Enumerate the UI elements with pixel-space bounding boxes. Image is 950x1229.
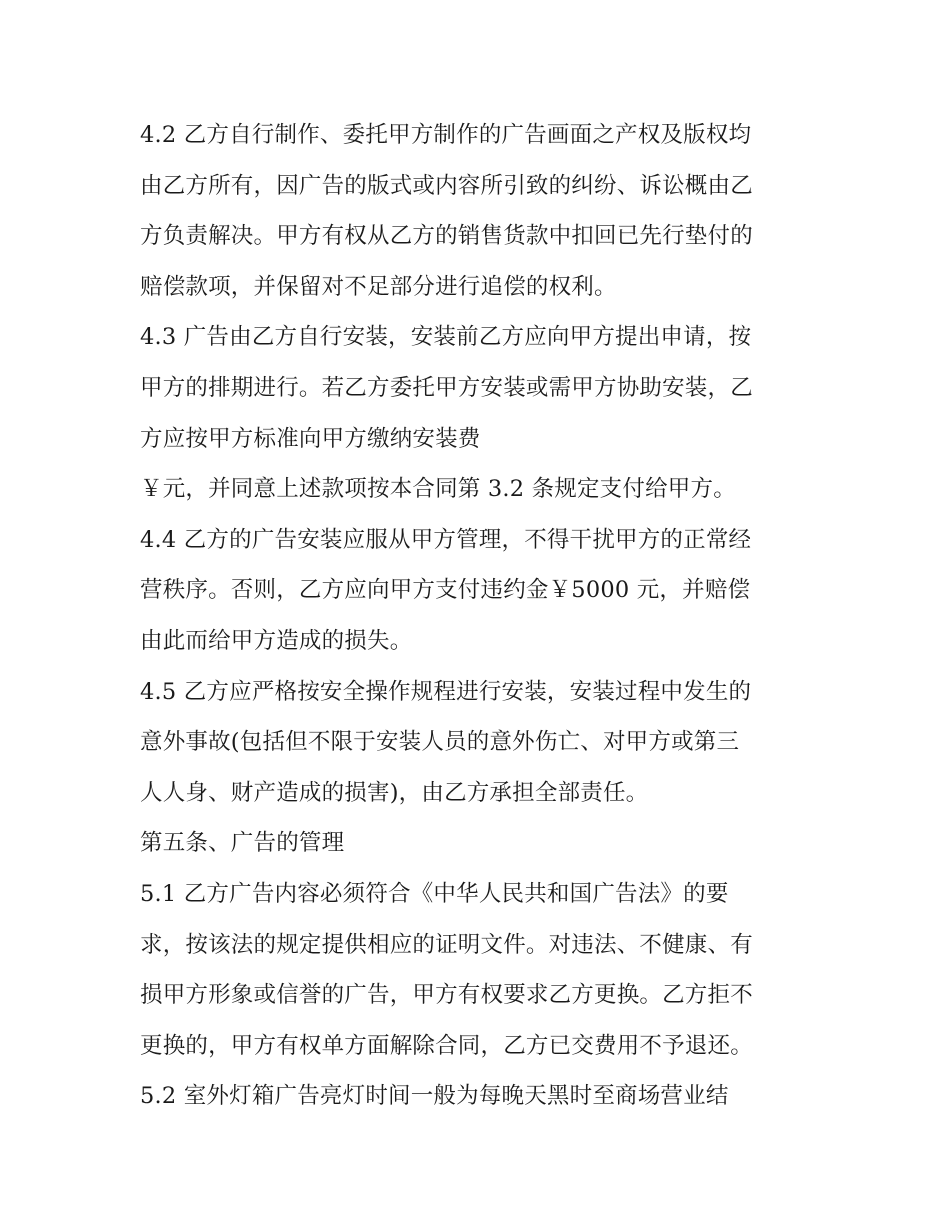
text-line: 5.1 乙方广告内容必须符合《中华人民共和国广告法》的要 (140, 880, 729, 907)
document-body (140, 110, 820, 1122)
text-line: 4.4 乙方的广告安装应服从甲方管理，不得干扰甲方的正常经 (140, 526, 752, 553)
text-line: 方负责解决。甲方有权从乙方的销售货款中扣回已先行垫付的 (140, 223, 753, 250)
text-line: 5.2 室外灯箱广告亮灯时间一般为每晚天黑时至商场营业结 (140, 1083, 729, 1110)
text-line: 4.3 广告由乙方自行安装，安装前乙方应向甲方提出申请，按 (140, 324, 752, 351)
text-line: 由此而给甲方造成的损失。 (140, 627, 413, 654)
text-line: 4.2 乙方自行制作、委托甲方制作的广告画面之产权及版权均 (140, 122, 752, 148)
text-line: 求，按该法的规定提供相应的证明文件。对违法、不健康、有 (140, 931, 753, 958)
text-line: 营秩序。否则，乙方应向甲方支付违约金￥5000 元，并赔偿 (140, 577, 751, 604)
section-heading: 第五条、广告的管理 (140, 830, 345, 857)
text-line: ￥元，并同意上述款项按本合同第 3.2 条规定支付给甲方。 (140, 476, 736, 503)
text-line: 损甲方形象或信誉的广告，甲方有权要求乙方更换。乙方拒不 (140, 982, 753, 1009)
text-line: 赔偿款项，并保留对不足部分进行追偿的权利。 (140, 273, 617, 300)
text-line: 4.5 乙方应严格按安全操作规程进行安装，安装过程中发生的 (140, 678, 752, 705)
text-line: 由乙方所有，因广告的版式或内容所引致的纠纷、诉讼概由乙 (140, 172, 753, 199)
text-line: 更换的，甲方有权单方面解除合同，乙方已交费用不予退还。 (140, 1032, 753, 1059)
text-line: 甲方的排期进行。若乙方委托甲方安装或需甲方协助安装，乙 (140, 374, 753, 401)
text-line: 方应按甲方标准向甲方缴纳安装费 (140, 425, 481, 452)
text-line: 人人身、财产造成的损害)，由乙方承担全部责任。 (140, 779, 649, 806)
text-line: 意外事故(包括但不限于安装人员的意外伤亡、对甲方或第三 (140, 729, 740, 756)
